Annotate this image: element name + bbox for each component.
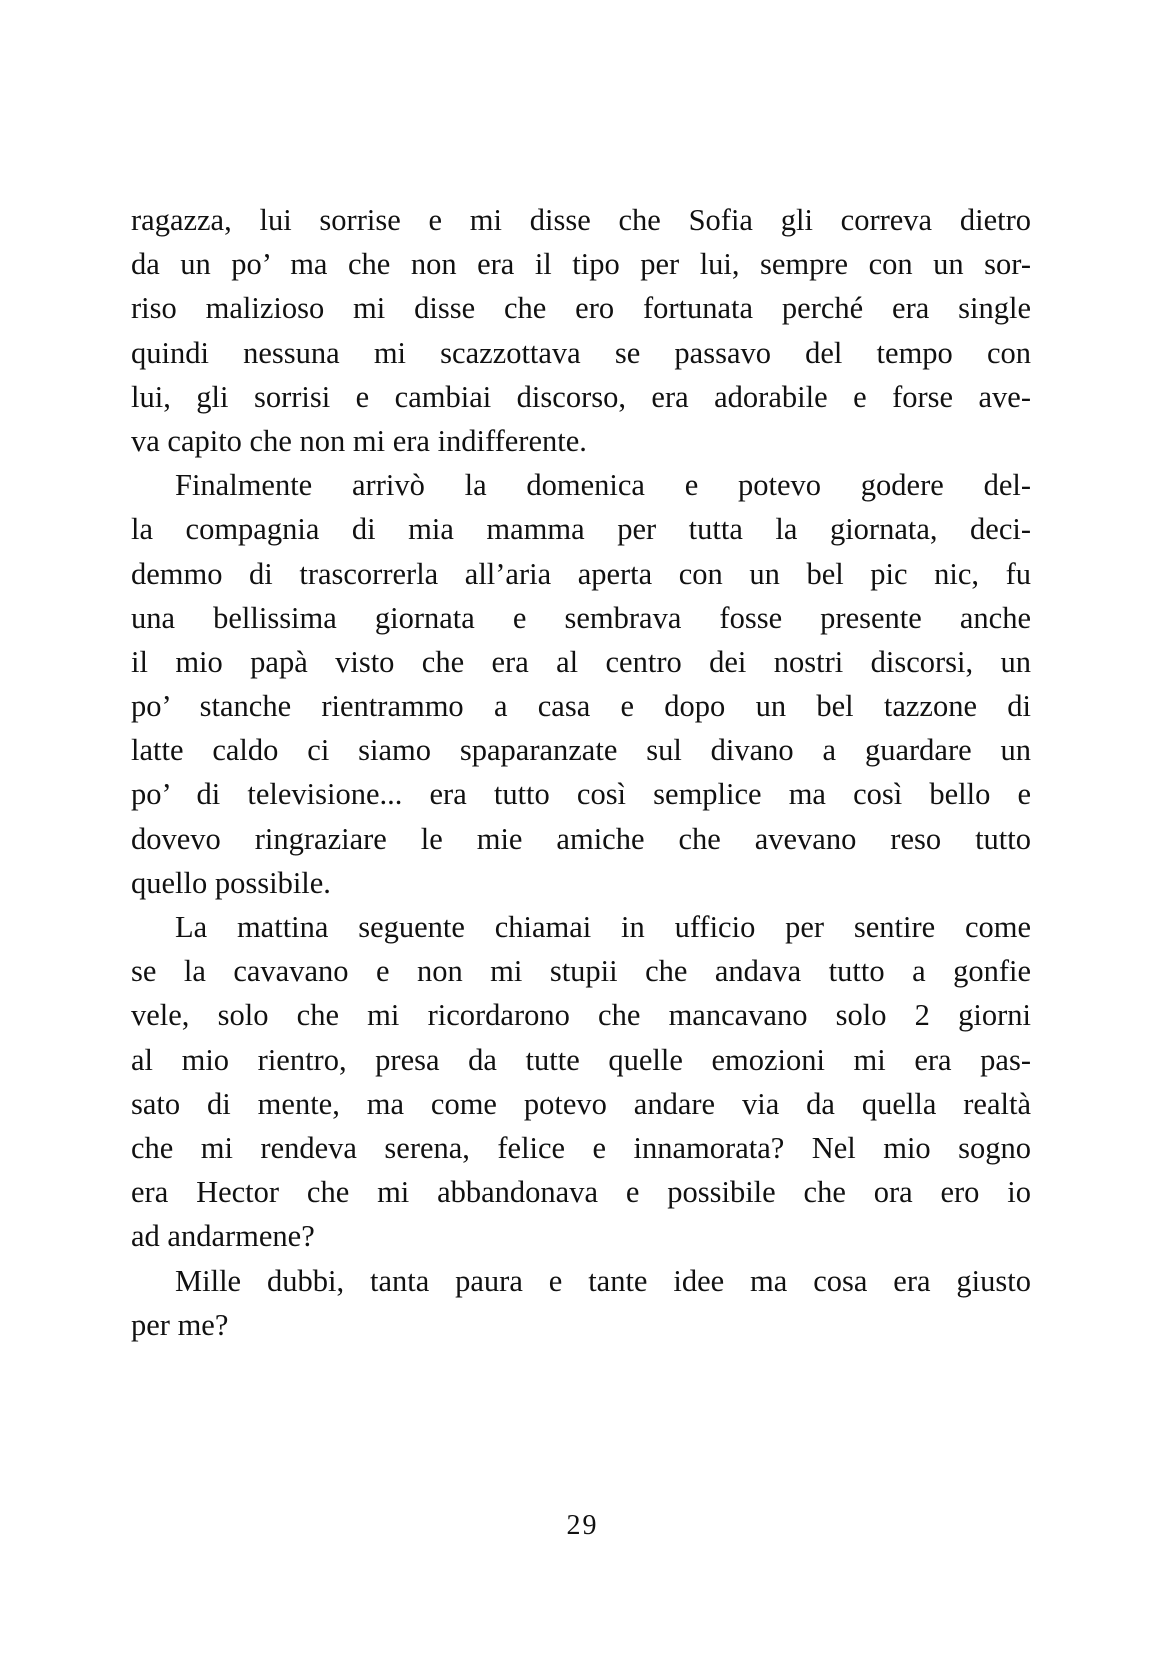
text-line: po’ stanche rientrammo a casa e dopo un bel tazzone di: [131, 689, 1031, 724]
text-line: quindi nessuna mi scazzottava se passavo del tempo con: [131, 335, 1031, 370]
text-line: per me?: [131, 1307, 229, 1342]
page-number: 29: [566, 1510, 599, 1541]
page-body: [131, 198, 1031, 1347]
text-line: quello possibile.: [131, 865, 331, 900]
text-line: sato di mente, ma come potevo andare via da quella realtà: [131, 1086, 1031, 1121]
text-line: una bellissima giornata e sembrava fosse presente anche: [131, 600, 1031, 635]
text-line: al mio rientro, presa da tutte quelle emozioni mi era pas-: [131, 1042, 1031, 1077]
text-line: po’ di televisione... era tutto così semplice ma così bello e: [131, 777, 1031, 812]
text-line: Finalmente arrivò la domenica e potevo godere del-: [175, 468, 1031, 503]
paragraph-3: [131, 905, 1031, 1259]
paragraph-2: [131, 463, 1031, 905]
text-line: il mio papà visto che era al centro dei nostri discorsi, un: [131, 644, 1031, 679]
text-line: la compagnia di mia mamma per tutta la giornata, deci-: [131, 512, 1031, 547]
paragraph-1: [131, 198, 1031, 463]
text-line: La mattina seguente chiamai in ufficio per sentire come: [175, 910, 1031, 944]
text-line: riso malizioso mi disse che ero fortunata perché era single: [131, 291, 1031, 326]
text-line: se la cavavano e non mi stupii che andava tutto a gonfie: [131, 954, 1031, 989]
text-line: dovevo ringraziare le mie amiche che avevano reso tutto: [131, 821, 1031, 856]
text-line: lui, gli sorrisi e cambiai discorso, era adorabile e forse ave-: [131, 379, 1031, 414]
paragraph-4: [131, 1259, 1031, 1347]
text-line: latte caldo ci siamo spaparanzate sul divano a guardare un: [131, 733, 1031, 768]
text-line: vele, solo che mi ricordarono che mancavano solo 2 giorni: [131, 998, 1031, 1033]
text-line: va capito che non mi era indifferente.: [131, 423, 587, 458]
text-line: demmo di trascorrerla all’aria aperta con un bel pic nic, fu: [131, 556, 1031, 591]
text-line: era Hector che mi abbandonava e possibile che ora ero io: [131, 1175, 1031, 1210]
text-line: da un po’ ma che non era il tipo per lui, sempre con un sor-: [131, 247, 1031, 282]
text-line: che mi rendeva serena, felice e innamorata? Nel mio sogno: [131, 1130, 1031, 1165]
text-line: Mille dubbi, tanta paura e tante idee ma cosa era giusto: [175, 1263, 1031, 1298]
text-line: ragazza, lui sorrise e mi disse che Sofia gli correva dietro: [131, 203, 1031, 237]
text-line: ad andarmene?: [131, 1219, 315, 1254]
